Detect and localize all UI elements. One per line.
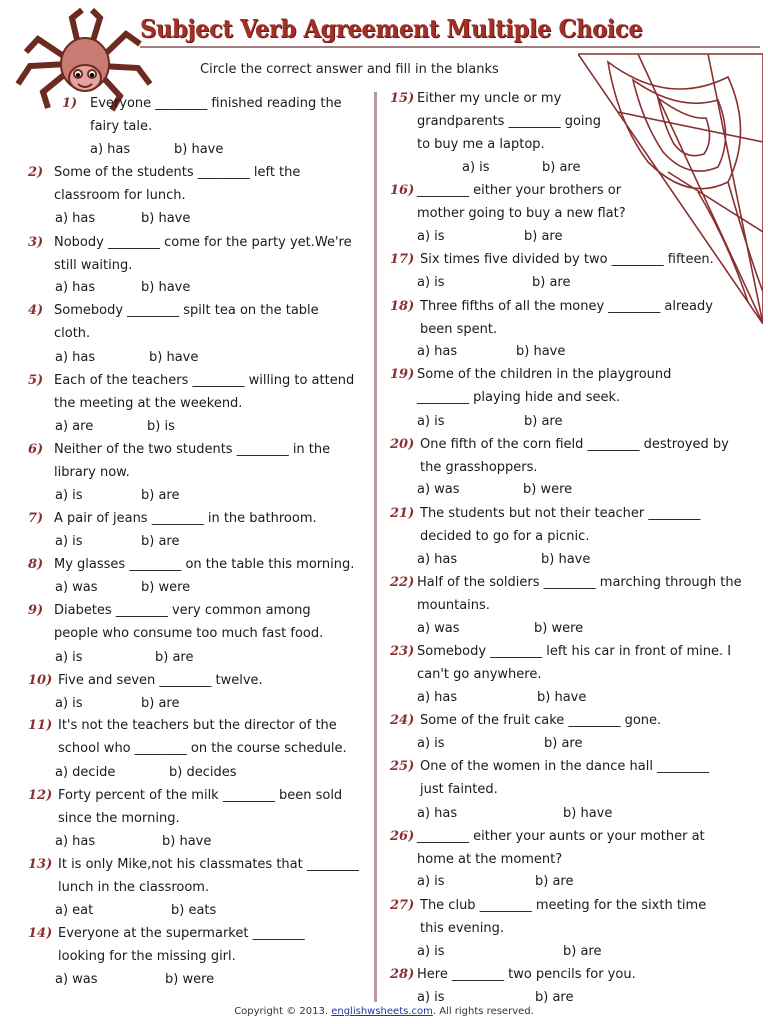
question-number: 8) [28, 557, 44, 572]
option-a[interactable]: a) is [55, 650, 83, 665]
question-number: 3) [28, 235, 44, 250]
question-text: The students but not their teacher ________ decided to go for a picnic. [420, 506, 701, 544]
option-b[interactable]: b) have [141, 211, 191, 226]
page-title: Subject Verb Agreement Multiple Choice [140, 14, 643, 43]
question-number: 15) [390, 91, 415, 106]
option-a[interactable]: a) is [417, 736, 445, 751]
option-a[interactable]: a) is [55, 534, 83, 549]
question-number: 17) [390, 252, 415, 267]
question-text: Five and seven ________ twelve. [58, 673, 263, 688]
option-a[interactable]: a) has [417, 806, 458, 821]
option-b[interactable]: b) have [563, 806, 613, 821]
option-a[interactable]: a) has [55, 211, 96, 226]
site-link[interactable]: englishwsheets.com [331, 1006, 433, 1017]
option-a[interactable]: a) has [55, 280, 96, 295]
question-number: 24) [390, 713, 415, 728]
question-number: 23) [390, 644, 415, 659]
option-a[interactable]: a) are [55, 419, 94, 434]
question-text: A pair of jeans ________ in the bathroom. [54, 511, 317, 526]
option-b[interactable]: b) decides [169, 765, 237, 780]
option-a[interactable]: a) eat [55, 903, 94, 918]
question-number: 9) [28, 603, 44, 618]
question-text: My glasses ________ on the table this morning. [54, 557, 355, 572]
question-text: Diabetes ________ very common among people who consume too much fast food. [54, 603, 324, 641]
question-number: 6) [28, 442, 44, 457]
question-number: 12) [28, 788, 53, 803]
option-b[interactable]: b) have [537, 690, 587, 705]
question-number: 2) [28, 165, 44, 180]
option-b[interactable]: b) have [541, 552, 591, 567]
option-a[interactable]: a) is [417, 944, 445, 959]
option-b[interactable]: b) are [563, 944, 602, 959]
option-a[interactable]: a) is [417, 229, 445, 244]
question-text: Some of the students ________ left the classroom for lunch. [54, 165, 301, 203]
option-b[interactable]: b) are [532, 275, 571, 290]
question-text: Somebody ________ spilt tea on the table cloth. [54, 303, 319, 341]
question-number: 16) [390, 183, 415, 198]
option-b[interactable]: b) are [155, 650, 194, 665]
question-text: Here ________ two pencils for you. [417, 967, 636, 982]
question-text: Half of the soldiers ________ marching through the mountains. [417, 575, 742, 613]
question-text: ________ either your brothers or mother going to buy a new flat? [417, 183, 626, 221]
option-b[interactable]: b) were [523, 482, 573, 497]
option-a[interactable]: a) was [417, 482, 460, 497]
footer-prefix: Copyright © 2013. [234, 1006, 332, 1017]
question-text: It's not the teachers but the director of the school who ________ on the course schedule. [58, 718, 347, 756]
column-divider [374, 92, 377, 1002]
question-text: Six times five divided by two ________ fifteen. [420, 252, 714, 267]
option-b[interactable]: b) have [141, 280, 191, 295]
option-b[interactable]: b) were [165, 972, 215, 987]
question-number: 28) [390, 967, 415, 982]
option-a[interactable]: a) is [55, 488, 83, 503]
question-text: Everyone ________ finished reading the fairy tale. [90, 96, 342, 134]
option-b[interactable]: b) are [544, 736, 583, 751]
option-b[interactable]: b) have [149, 350, 199, 365]
option-a[interactable]: a) has [55, 350, 96, 365]
instructions: Circle the correct answer and fill in the blanks [200, 62, 499, 77]
question-text: ________ either your aunts or your mother at home at the moment? [417, 829, 705, 867]
question-text: The club ________ meeting for the sixth time this evening. [420, 898, 707, 936]
option-a[interactable]: a) has [417, 344, 458, 359]
question-text: Some of the children in the playground ________ playing hide and seek. [417, 367, 672, 405]
option-a[interactable]: a) has [55, 834, 96, 849]
option-b[interactable]: b) are [524, 229, 563, 244]
question-number: 27) [390, 898, 415, 913]
question-text: Three fifths of all the money ________ already been spent. [420, 299, 713, 337]
question-text: Each of the teachers ________ willing to attend the meeting at the weekend. [54, 373, 355, 411]
option-b[interactable]: b) are [524, 414, 563, 429]
copyright-footer [0, 1006, 768, 1017]
question-number: 7) [28, 511, 44, 526]
question-text: Somebody ________ left his car in front of mine. I can't go anywhere. [417, 644, 732, 682]
option-b[interactable]: b) were [534, 621, 584, 636]
question-text: Everyone at the supermarket ________ looking for the missing girl. [58, 926, 305, 964]
option-b[interactable]: b) have [162, 834, 212, 849]
option-b[interactable]: b) have [174, 142, 224, 157]
option-a[interactable]: a) has [90, 142, 131, 157]
question-number: 26) [390, 829, 415, 844]
option-a[interactable]: a) is [417, 275, 445, 290]
option-a[interactable]: a) is [55, 696, 83, 711]
question-text: One fifth of the corn field ________ destroyed by the grasshoppers. [420, 437, 729, 475]
question-text: It is only Mike,not his classmates that ________ lunch in the classroom. [58, 857, 359, 895]
question-text: Either my uncle or my grandparents ________ going to buy me a laptop. [417, 91, 602, 152]
option-a[interactable]: a) is [417, 990, 445, 1005]
question-number: 22) [390, 575, 415, 590]
option-b[interactable]: b) are [535, 874, 574, 889]
question-text: Forty percent of the milk ________ been sold since the morning. [58, 788, 343, 826]
option-a[interactable]: a) is [417, 414, 445, 429]
option-b[interactable]: b) is [147, 419, 175, 434]
option-b[interactable]: b) are [141, 534, 180, 549]
option-b[interactable]: b) eats [171, 903, 217, 918]
option-b[interactable]: b) were [141, 580, 191, 595]
option-a[interactable]: a) was [55, 972, 98, 987]
question-number: 11) [28, 718, 53, 733]
question-text: Some of the fruit cake ________ gone. [420, 713, 662, 728]
question-number: 5) [28, 373, 44, 388]
option-a[interactable]: a) is [417, 874, 445, 889]
option-b[interactable]: b) are [535, 990, 574, 1005]
question-number: 10) [28, 673, 53, 688]
option-a[interactable]: a) is [462, 160, 490, 175]
option-a[interactable]: a) has [417, 690, 458, 705]
question-number: 21) [390, 506, 415, 521]
question-number: 19) [390, 367, 415, 382]
question-number: 1) [62, 96, 78, 111]
footer-suffix: . All rights reserved. [432, 1006, 534, 1017]
option-a[interactable]: a) was [55, 580, 98, 595]
option-a[interactable]: a) decide [55, 765, 116, 780]
option-b[interactable]: b) have [516, 344, 566, 359]
question-number: 25) [390, 759, 415, 774]
option-a[interactable]: a) was [417, 621, 460, 636]
option-a[interactable]: a) has [417, 552, 458, 567]
question-number: 14) [28, 926, 53, 941]
option-b[interactable]: b) are [542, 160, 581, 175]
question-text: One of the women in the dance hall ________ just fainted. [420, 759, 710, 797]
title-underline [140, 46, 760, 48]
option-b[interactable]: b) are [141, 488, 180, 503]
question-number: 18) [390, 299, 415, 314]
option-b[interactable]: b) are [141, 696, 180, 711]
question-text: Neither of the two students ________ in the library now. [54, 442, 331, 480]
question-number: 4) [28, 303, 44, 318]
question-number: 20) [390, 437, 415, 452]
question-text: Nobody ________ come for the party yet.We're still waiting. [54, 235, 352, 273]
question-number: 13) [28, 857, 53, 872]
